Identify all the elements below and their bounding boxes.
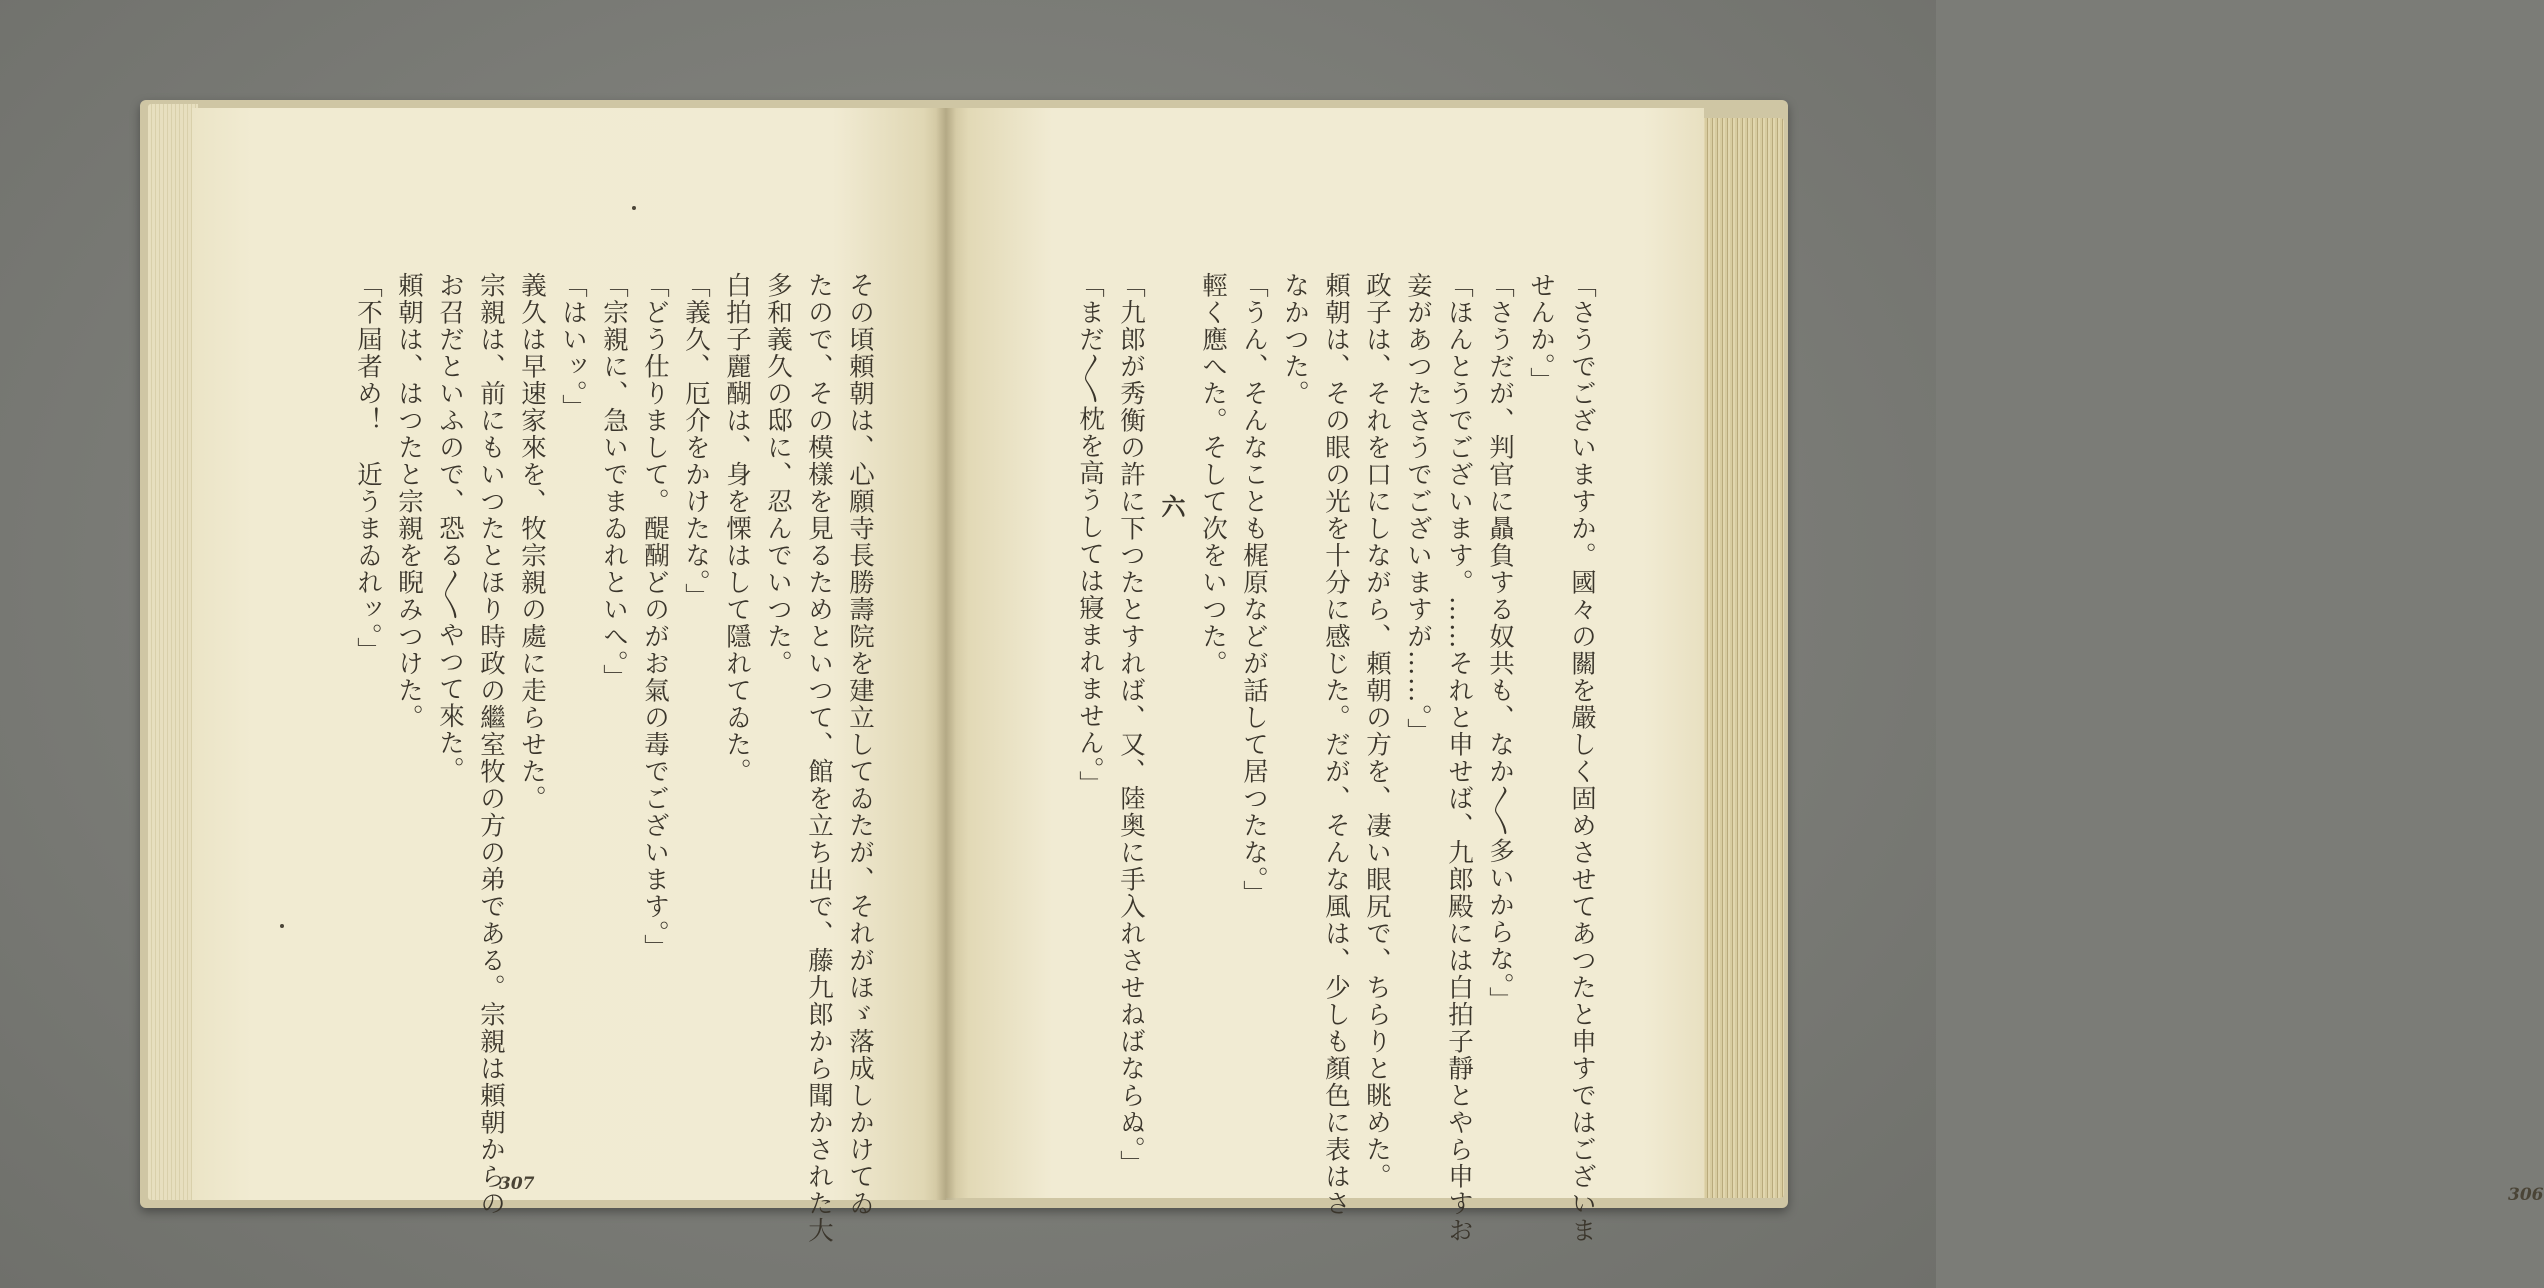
text-line: なかつた。 <box>1280 272 1310 407</box>
right-page-edges <box>1700 118 1784 1198</box>
text-line: 白拍子麗醐は、身を慄はして隱れてゐた。 <box>722 272 752 785</box>
text-line: 「さうだが、判官に贔負する奴共も、なか〳〵多いからな。」 <box>1485 272 1515 1014</box>
left-page <box>192 108 946 1244</box>
text-line: たので、その模樣を見るためといつて、館を立ち出で、藤九郎から聞かされた大 <box>804 272 834 1244</box>
text-line: 宗親は、前にもいつたとほり時政の繼室牧の方の弟である。宗親は頼朝からの <box>476 272 506 1217</box>
page-number: 307 <box>499 1174 535 1194</box>
text-line: せんか。」 <box>1526 272 1556 395</box>
text-line: 多和義久の邸に、忍んでいつた。 <box>763 272 793 677</box>
text-line: 義久は早速家來を、牧宗親の處に走らせた。 <box>517 272 547 812</box>
text-line: 「不屆者め！ 近うまゐれッ。」 <box>353 272 383 665</box>
section-number: 六 <box>1157 494 1186 520</box>
text-line: 「ほんとうでございます。……それと申せば、九郎殿には白拍子靜とやら申すお <box>1444 272 1474 1244</box>
text-line: 頼朝は、はつたと宗親を睨みつけた。 <box>394 272 424 731</box>
left-page-edges <box>148 104 198 1200</box>
text-line: 輕く應へた。そして次をいつた。 <box>1198 272 1228 677</box>
text-line: 「うん、そんなことも梶原などが話して居つたな。」 <box>1239 272 1269 908</box>
page-number: 306 <box>2508 1185 2544 1205</box>
text-line: 「どう仕りまして。醍醐どのがお氣の毒でございます。」 <box>640 272 670 962</box>
text-line: 政子は、それを口にしながら、頼朝の方を、凄い眼尻で、ちらりと眺めた。 <box>1362 272 1392 1190</box>
paper-speck <box>280 924 284 928</box>
text-line: お召だといふので、恐る〳〵やつて來た。 <box>435 272 465 784</box>
text-line: 「九郎が秀衡の許に下つたとすれば、又、陸奥に手入れさせねばならぬ。」 <box>1116 272 1146 1178</box>
right-page <box>946 108 2544 1244</box>
right-page-text <box>1069 272 1602 1244</box>
text-line: 「宗親に、急いでまゐれといへ。」 <box>599 272 629 692</box>
text-line: 頼朝は、その眼の光を十分に感じた。だが、そんな風は、少しも顏色に表はさ <box>1321 272 1351 1217</box>
text-line: 妾があつたさうでございますが……。」 <box>1403 272 1433 746</box>
book-gutter <box>936 108 956 1200</box>
text-line: 「はいッ。」 <box>558 272 588 422</box>
text-line: 「さうでございますか。國々の關を嚴しく固めさせてあつたと申すではございま <box>1567 272 1597 1244</box>
text-line: 「義久、厄介をかけたな。」 <box>681 272 711 611</box>
text-line: 「まだ〳〵枕を高うしては寢まれません。」 <box>1075 272 1105 798</box>
text-line: その頃頼朝は、心願寺長勝壽院を建立してゐたが、それがほゞ落成しかけてゐ <box>845 272 875 1217</box>
paper-speck <box>632 206 636 210</box>
